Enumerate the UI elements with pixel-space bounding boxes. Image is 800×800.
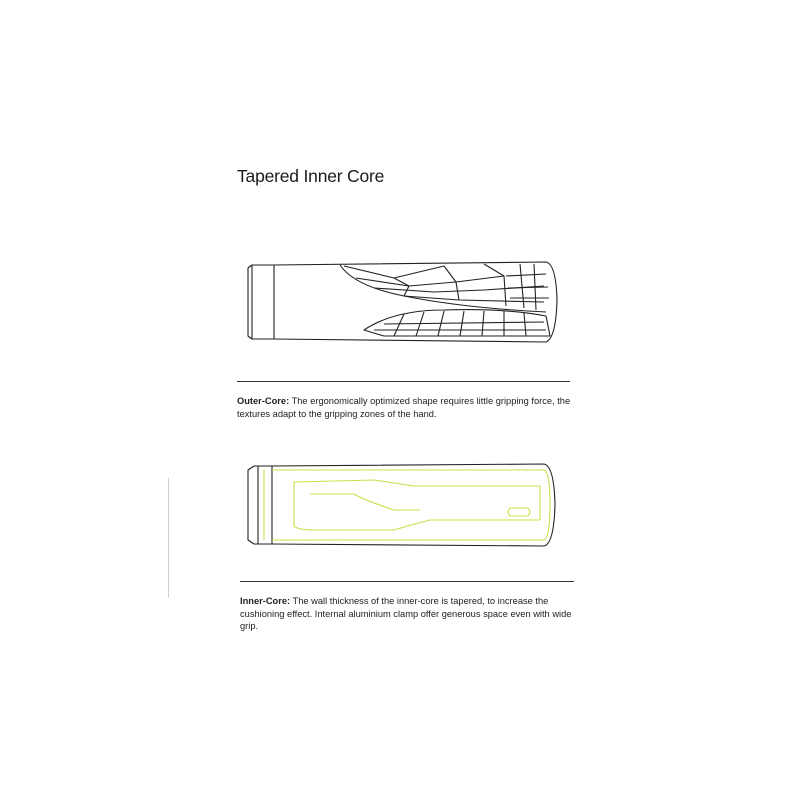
outer-core-grip-drawing: [244, 256, 564, 346]
inner-core-grip-drawing: [244, 460, 564, 550]
page-edge-mark: [168, 478, 169, 598]
section-divider: [240, 581, 574, 582]
outer-core-caption: [237, 395, 572, 420]
page-title: Tapered Inner Core: [237, 166, 385, 186]
outer-core-text: The ergonomically optimized shape requires little gripping force, the textures adapt to the gripping zones of the hand.: [237, 396, 571, 419]
inner-core-text: The wall thickness of the inner-core is tapered, to increase the cushioning effect. Internal aluminium clamp offer generous space even with wide grip.: [240, 596, 572, 631]
inner-core-caption: [240, 595, 575, 633]
inner-core-label: Inner-Core:: [240, 596, 291, 606]
outer-core-label: Outer-Core:: [237, 396, 290, 406]
section-divider: [237, 381, 570, 382]
